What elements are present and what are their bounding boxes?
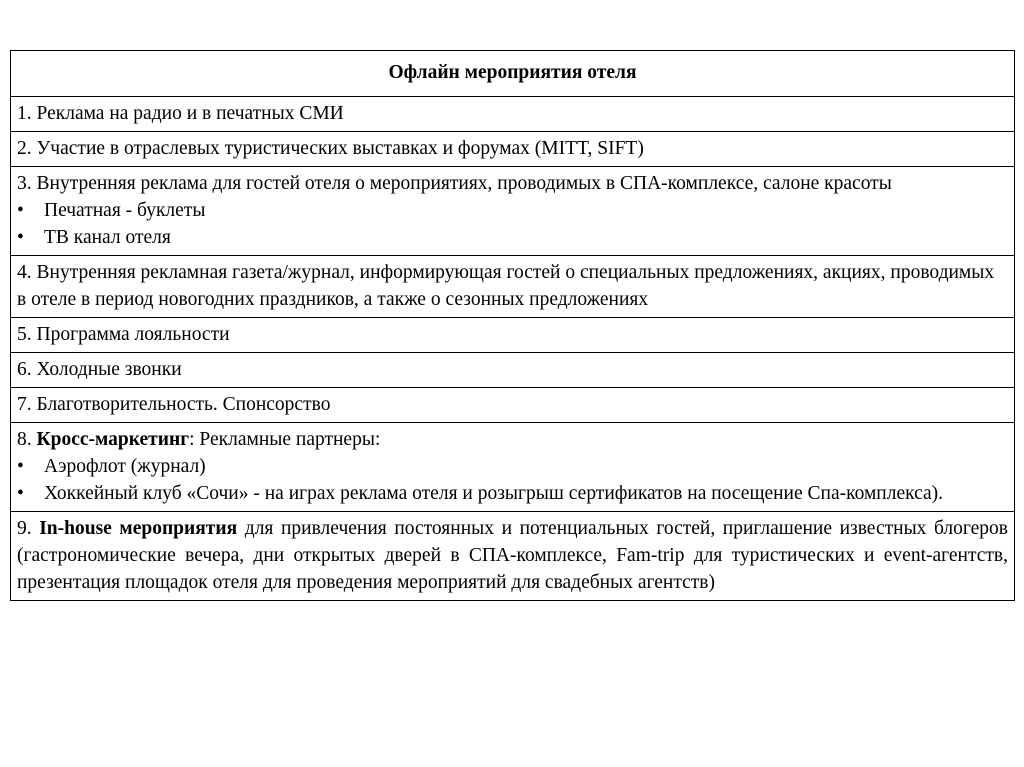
row-text: [17, 426, 1008, 453]
list-item-text: ТВ канал отеля: [44, 227, 171, 248]
table-row: 4. Внутренняя рекламная газета/журнал, информирующая гостей о специальных предложениях, акциях, проводимых в отеле в период новогодних праздников, а также о сезонных предложениях: [11, 255, 1014, 317]
table-row: [11, 166, 1014, 255]
row-bold-term: Кросс-маркетинг: [36, 429, 190, 450]
list-item-text: Печатная - буклеты: [44, 200, 206, 221]
list-item-text: Аэрофлот (журнал): [44, 456, 206, 477]
row-text: 3. Внутренняя реклама для гостей отеля о мероприятиях, проводимых в СПА-комплексе, салоне красоты: [17, 173, 892, 194]
table-title: Офлайн мероприятия отеля: [388, 62, 637, 83]
list-item-text: Хоккейный клуб «Сочи» - на играх реклама отеля и розыгрыш сертификатов на посещение Спа-комплекса).: [44, 483, 944, 504]
table-row: 5. Программа лояльности: [11, 317, 1014, 352]
bullet-icon: •: [17, 227, 24, 248]
table-row: 1. Реклама на радио и в печатных СМИ: [11, 96, 1014, 131]
table-row: 2. Участие в отраслевых туристических выставках и форумах (MITT, SIFT): [11, 131, 1014, 166]
row-prefix: 8.: [17, 429, 37, 450]
table-row: 7. Благотворительность. Спонсорство: [11, 387, 1014, 422]
list-item: [17, 197, 1008, 224]
row-bold-term: In-house мероприятия: [39, 518, 238, 539]
row-rest: : Рекламные партнеры:: [189, 429, 381, 450]
bullet-icon: •: [17, 456, 24, 477]
bullet-icon: •: [17, 200, 24, 221]
list-item: [17, 453, 1008, 480]
table-row: 6. Холодные звонки: [11, 352, 1014, 387]
list-item: [17, 480, 1008, 507]
offline-events-table: [10, 50, 1015, 601]
bullet-icon: •: [17, 483, 24, 504]
row-rest: для привлечения постоянных и потенциальных гостей, приглашение известных блогеров (гастрономические вечера, дни открытых дверей в СПА-комплексе, Fam-trip для туристических и event-агентств, презентация площадок отеля для проведения мероприятий для свадебных агентств): [17, 518, 1009, 593]
row-prefix: 9.: [17, 518, 40, 539]
table-row: [11, 422, 1014, 511]
table-row: [11, 511, 1014, 600]
list-item: [17, 224, 1008, 251]
